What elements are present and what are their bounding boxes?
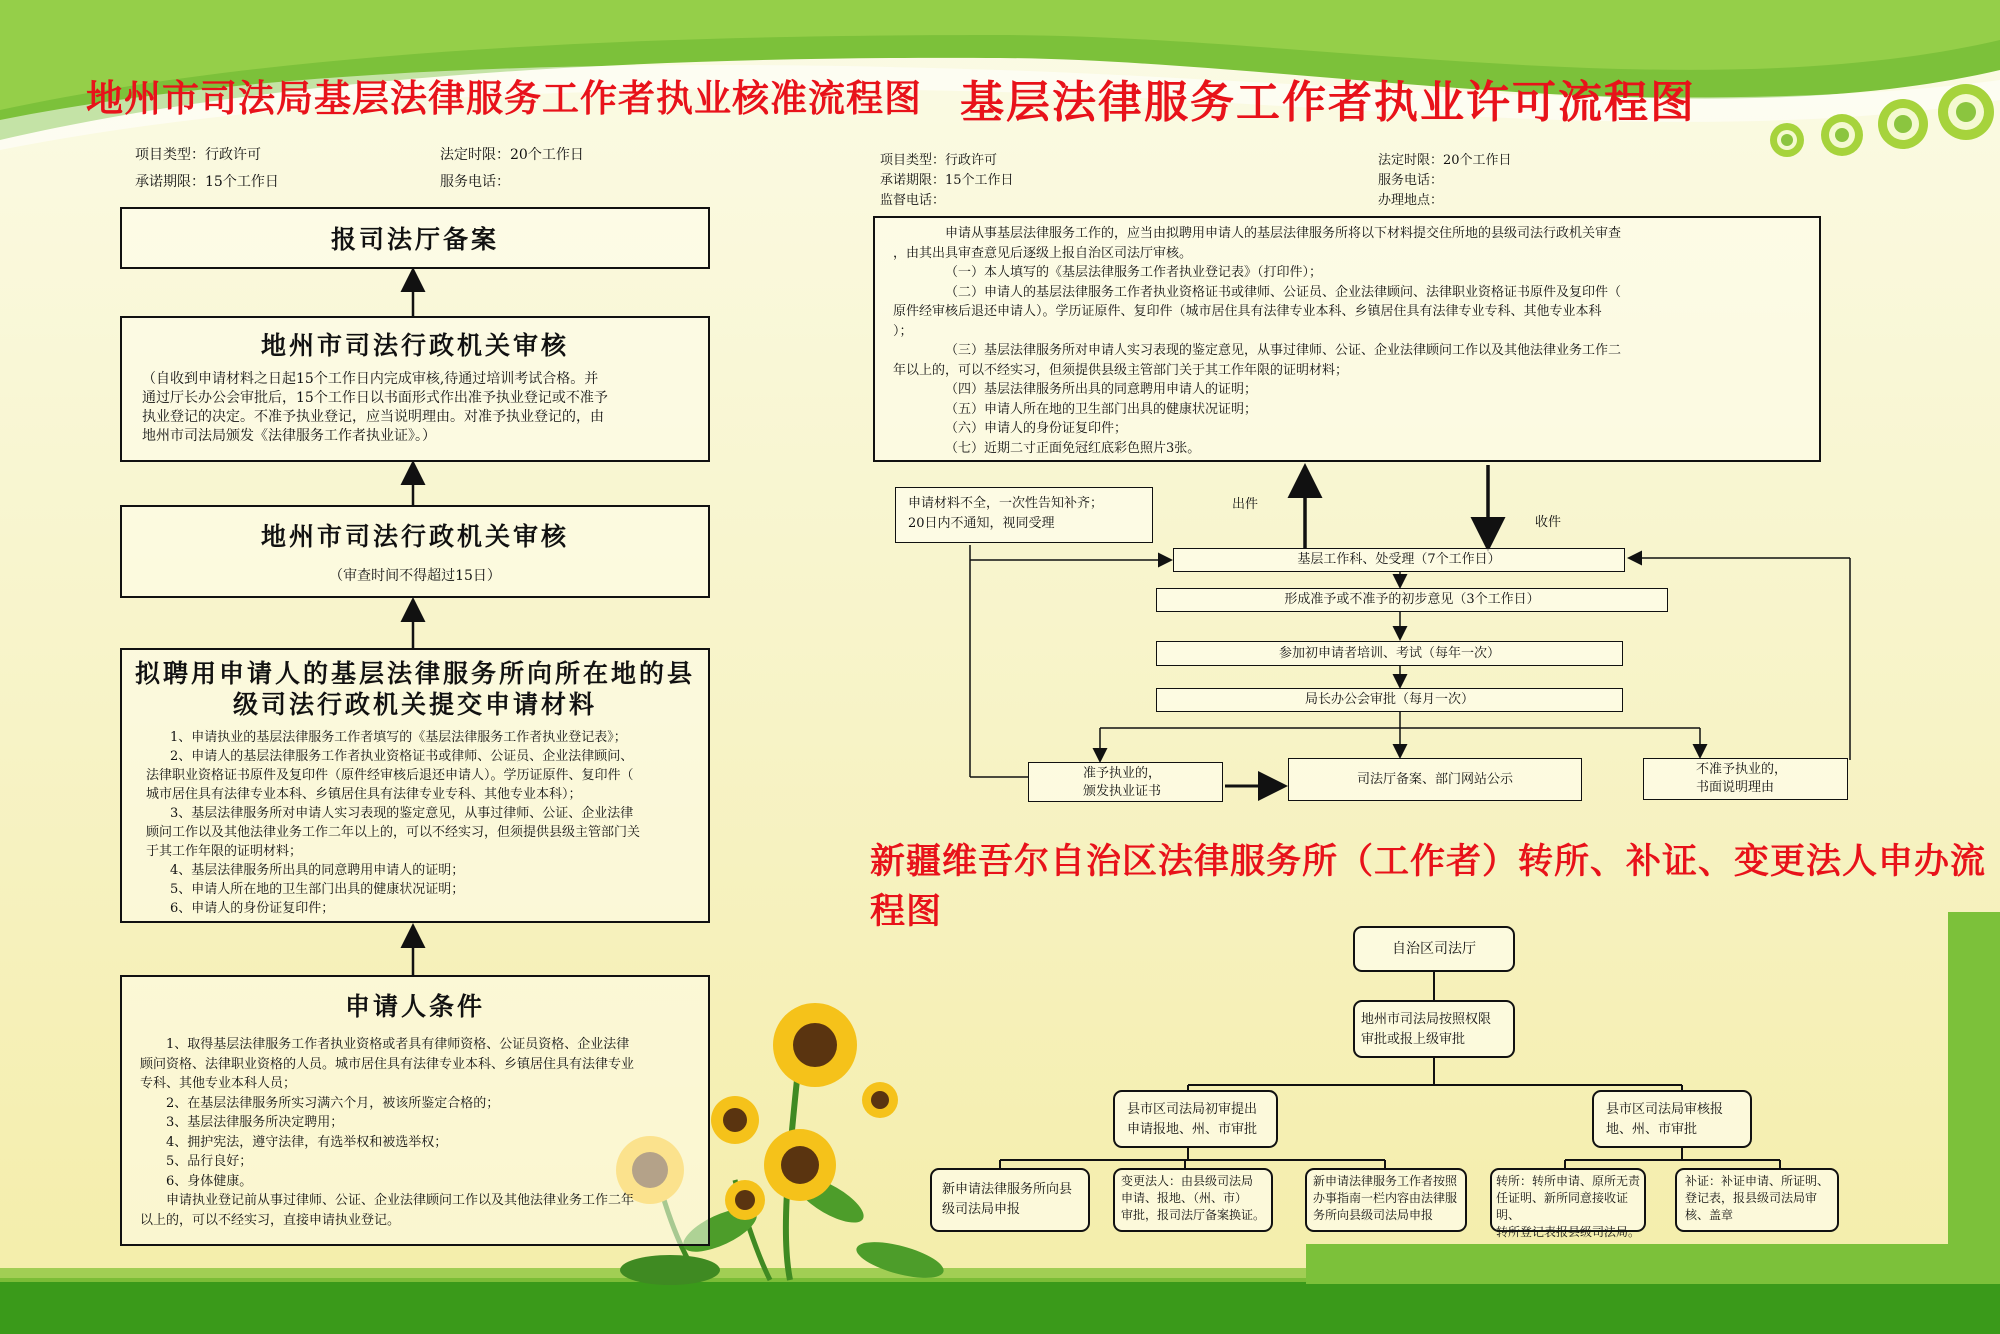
step-training-exam: 参加初申请者培训、考试（每年一次） bbox=[1156, 641, 1623, 666]
leaf-new-law-firm bbox=[930, 1168, 1090, 1232]
text-line: 3、基层法律服务所对申请人实习表现的鉴定意见，从事过律师、公证、企业法律 bbox=[170, 806, 634, 821]
text-line: 不准予执业的， bbox=[1696, 762, 1788, 777]
text-line: （三）基层法律服务所对申请人实习表现的鉴定意见，从事过律师、公证、企业法律顾问工作以及其他法律业务工作二 bbox=[945, 343, 1622, 358]
left-meta-promise: 承诺期限：15个工作日 bbox=[135, 174, 279, 190]
leaf-new-worker bbox=[1305, 1168, 1467, 1232]
box-reject-reason bbox=[1643, 758, 1848, 800]
text-line: 审批，报司法厅备案换证。 bbox=[1121, 1208, 1266, 1222]
right-meta-right bbox=[1378, 151, 1512, 211]
text-line: 务所向县级司法局申报 bbox=[1313, 1208, 1434, 1222]
box-record-publish: 司法厅备案、部门网站公示 bbox=[1288, 758, 1582, 801]
materials-body bbox=[893, 224, 1819, 458]
text-line: 申请报地、州、市审批 bbox=[1127, 1122, 1258, 1137]
text-line: 5、申请人所在地的卫生部门出具的健康状况证明； bbox=[170, 882, 465, 897]
right-meta-phone: 服务电话： bbox=[1378, 173, 1444, 188]
text-line: （一）本人填写的《基层法律服务工作者执业登记表》（打印件）； bbox=[945, 265, 1323, 280]
text-line: 地州市司法局按照权限 bbox=[1361, 1012, 1492, 1027]
box-report-to-department bbox=[120, 207, 710, 269]
text-line: （五）申请人所在地的卫生部门出具的健康状况证明； bbox=[945, 401, 1258, 417]
leaf-change-legal-person bbox=[1113, 1168, 1273, 1232]
text-line: 颁发执业证书 bbox=[1083, 784, 1162, 799]
leaf-transfer bbox=[1490, 1168, 1646, 1239]
right-title: 基层法律服务工作者执业许可流程图 bbox=[960, 77, 1696, 128]
box-submit-title-line1: 拟聘用申请人的基层法律服务所向所在地的县 bbox=[134, 659, 695, 688]
text-line: 补证：补证申请、所证明、 bbox=[1685, 1174, 1830, 1188]
text-line: 以上的，可以不经实习，直接申请执业登记。 bbox=[140, 1212, 401, 1228]
box-city-review-1 bbox=[120, 316, 710, 462]
right-meta-left bbox=[880, 151, 1014, 211]
text-line: 县市区司法局初审提出 bbox=[1127, 1102, 1258, 1117]
step-director-approval: 局长办公会审批（每月一次） bbox=[1156, 688, 1623, 712]
left-meta-type: 项目类型：行政许可 bbox=[135, 147, 261, 163]
box-submit-title-line2: 级司法行政机关提交申请材料 bbox=[232, 690, 597, 719]
step-accept: 基层工作科、处受理（7个工作日） bbox=[1173, 548, 1625, 572]
box-approve-license bbox=[1028, 762, 1223, 802]
text-line: 1、申请执业的基层法律服务工作者填写的《基层法律服务工作者执业登记表》； bbox=[170, 730, 627, 745]
right-meta-type: 项目类型：行政许可 bbox=[880, 153, 998, 168]
text-line: 转所：转所申请、原所无责 bbox=[1496, 1174, 1641, 1188]
text-line: 于其工作年限的证明材料； bbox=[146, 844, 303, 859]
box-city-review-1-body bbox=[142, 370, 708, 446]
left-meta-phone: 服务电话： bbox=[440, 174, 510, 190]
box-submit-body bbox=[146, 728, 708, 918]
text-line: 法律职业资格证书原件及复印件（原件经审核后退还申请人）。学历证原件、复印件（ bbox=[146, 768, 634, 783]
box-conditions-body bbox=[140, 1035, 708, 1230]
box-city-review-2 bbox=[120, 505, 710, 598]
box-autonomous-region-department: 自治区司法厅 bbox=[1353, 926, 1515, 972]
box-prefecture-approval bbox=[1353, 1000, 1515, 1058]
box-submit-materials bbox=[120, 648, 710, 923]
text-line: 地州市司法局颁发《法律服务工作者执业证》。） bbox=[142, 428, 436, 444]
box-application-materials bbox=[873, 216, 1821, 462]
right-meta-deadline: 法定时限：20个工作日 bbox=[1378, 153, 1512, 168]
text-line: ，由其出具审查意见后逐级上报自治区司法厅审核。 bbox=[893, 245, 1193, 261]
text-line: 审批或报上级审批 bbox=[1361, 1032, 1466, 1047]
right-meta-supervise: 监督电话： bbox=[880, 193, 946, 208]
box-city-review-2-title: 地州市司法行政机关审核 bbox=[260, 522, 569, 551]
text-line: 准予执业的， bbox=[1083, 766, 1162, 781]
text-line: 顾问资格、法律职业资格的人员。城市居住具有法律专业本科、乡镇居住具有法律专业 bbox=[140, 1056, 635, 1072]
text-line: 4、拥护宪法，遵守法律，有选举权和被选举权； bbox=[166, 1134, 448, 1150]
text-line: ）； bbox=[893, 323, 913, 339]
text-line: 年以上的，可以不经实习，但须提供县级主管部门关于其工作年限的证明材料； bbox=[893, 362, 1349, 378]
box-report-title: 报司法厅备案 bbox=[330, 225, 499, 254]
bottom-title: 新疆维吾尔自治区法律服务所（工作者）转所、补证、变更法人申办流程图 bbox=[870, 842, 1987, 932]
box-applicant-conditions bbox=[120, 975, 710, 1246]
text-line: 申请材料不全，一次性告知补齐； bbox=[908, 496, 1104, 511]
text-line: 核、盖章 bbox=[1685, 1208, 1734, 1222]
text-line: 6、身体健康。 bbox=[166, 1173, 253, 1189]
box-city-review-2-note: （审查时间不得超过15日） bbox=[329, 568, 501, 584]
box-county-review-report bbox=[1592, 1090, 1752, 1148]
text-line: 书面说明理由 bbox=[1696, 780, 1775, 795]
box-incomplete-notice bbox=[895, 487, 1153, 543]
box-county-initial-review bbox=[1113, 1090, 1278, 1148]
text-line: 变更法人：由县级司法局 bbox=[1121, 1174, 1254, 1188]
text-line: 申请、报地、（州、市） bbox=[1121, 1191, 1248, 1205]
text-line: （四）基层法律服务所出具的同意聘用申请人的证明； bbox=[945, 382, 1258, 397]
right-meta-place: 办理地点： bbox=[1378, 193, 1444, 208]
text-line: 4、基层法律服务所出具的同意聘用申请人的证明； bbox=[170, 863, 465, 878]
text-line: 2、在基层法律服务所实习满六个月，被该所鉴定合格的； bbox=[166, 1095, 500, 1111]
text-line: 新申请法律服务工作者按照 bbox=[1313, 1174, 1458, 1188]
box-conditions-title: 申请人条件 bbox=[344, 992, 485, 1021]
text-line: 顾问工作以及其他法律业务工作二年以上的，可以不经实习，但须提供县级主管部门关 bbox=[146, 825, 641, 840]
label-in: 收件 bbox=[1535, 515, 1562, 530]
leaf-reissue-certificate bbox=[1675, 1168, 1839, 1232]
text-line: 地、州、市审批 bbox=[1606, 1122, 1698, 1137]
label-out: 出件 bbox=[1232, 497, 1259, 512]
step-preliminary-opinion: 形成准予或不准予的初步意见（3个工作日） bbox=[1156, 588, 1668, 612]
box-submit-title bbox=[122, 658, 708, 720]
left-meta-deadline: 法定时限：20个工作日 bbox=[440, 147, 584, 163]
text-line: （自收到申请材料之日起15个工作日内完成审核,待通过培训考试合格。并 bbox=[142, 371, 599, 387]
text-line: （六）申请人的身份证复印件； bbox=[945, 421, 1128, 436]
text-line: 城市居住具有法律专业本科、乡镇居住具有法律专业专科、其他专业本科）； bbox=[146, 787, 582, 802]
text-line: 5、品行良好； bbox=[166, 1154, 253, 1169]
text-line: 1、取得基层法律服务工作者执业资格或者具有律师资格、公证员资格、企业法律 bbox=[166, 1037, 630, 1052]
text-line: 3、基层法律服务所决定聘用； bbox=[166, 1115, 344, 1130]
text-line: 执业登记的决定。不准予执业登记，应当说明理由。对准予执业登记的，由 bbox=[142, 409, 604, 425]
text-line: （七）近期二寸正面免冠红底彩色照片3张。 bbox=[945, 440, 1201, 456]
text-line: 原件经审核后退还申请人）。学历证原件、复印件（城市居住具有法律专业本科、乡镇居住具有法律专业专科、其他专业本科 bbox=[893, 304, 1602, 319]
text-line: 转所登记表报县级司法局。 bbox=[1496, 1225, 1641, 1239]
text-line: 申请从事基层法律服务工作的，应当由拟聘用申请人的基层法律服务所将以下材料提交住所地的县级司法行政机关审查 bbox=[945, 226, 1622, 241]
text-line: 6、申请人的身份证复印件； bbox=[170, 901, 335, 916]
right-meta-promise: 承诺期限：15个工作日 bbox=[880, 173, 1014, 188]
text-line: （二）申请人的基层法律服务工作者执业资格证书或律师、公证员、企业法律顾问、法律职业资格证书原件及复印件（ bbox=[945, 284, 1622, 300]
text-line: 级司法局申报 bbox=[942, 1202, 1021, 1217]
text-line: 登记表，报县级司法局审 bbox=[1685, 1191, 1818, 1205]
text-line: 任证明、新所同意接收证明、 bbox=[1496, 1191, 1629, 1222]
text-line: 办事指南一栏内容由法律服 bbox=[1313, 1191, 1458, 1205]
text-line: 通过厅长办公会审批后，15个工作日以书面形式作出准予执业登记或不准予 bbox=[142, 390, 608, 406]
text-line: 专科、其他专业本科人员； bbox=[140, 1076, 297, 1091]
text-line: 20日内不通知，视同受理 bbox=[908, 516, 1055, 531]
text-line: 2、申请人的基层法律服务工作者执业资格证书或律师、公证员、企业法律顾问、 bbox=[170, 749, 634, 764]
text-line: 新申请法律服务所向县 bbox=[942, 1182, 1073, 1197]
left-title: 地州市司法局基层法律服务工作者执业核准流程图 bbox=[86, 77, 922, 120]
box-city-review-1-title: 地州市司法行政机关审核 bbox=[260, 331, 569, 360]
text-line: 县市区司法局审核报 bbox=[1606, 1102, 1724, 1117]
text-line: 申请执业登记前从事过律师、公证、企业法律顾问工作以及其他法律业务工作二年 bbox=[166, 1193, 635, 1208]
